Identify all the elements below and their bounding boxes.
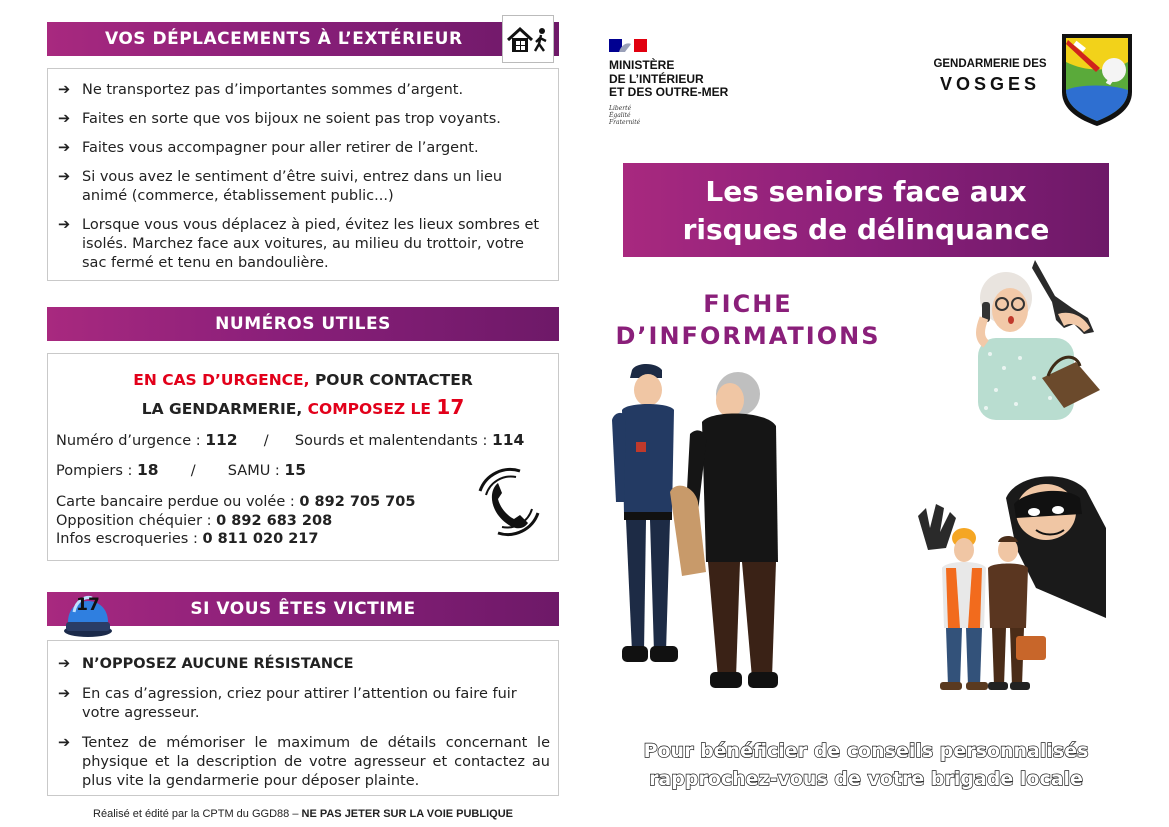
siren-17-icon xyxy=(62,582,114,638)
list-item: ➔ Faites en sorte que vos bijoux ne soient pas trop voyants. xyxy=(58,111,501,127)
senior-woman-phone-illustration xyxy=(960,258,1110,420)
fiche-title: FICHE D’INFORMATIONS xyxy=(615,290,881,350)
section-title: NUMÉROS UTILES xyxy=(215,314,391,334)
list-item: ➔ N’OPPOSEZ AUCUNE RÉSISTANCE xyxy=(58,656,354,672)
house-walk-icon xyxy=(502,15,554,63)
main-title-line1: Les seniors face aux xyxy=(705,175,1027,208)
ministere-logo: MINISTÈRE DE L’INTÉRIEUR ET DES OUTRE-MER Liberté Égalité Fraternité xyxy=(609,37,769,129)
list-item: ➔ Lorsque vous vous déplacez à pied, évitez les lieux sombres et isolés. Marchez face aux voitures, au milieu du trottoir, votre sac fermé et tenu en bandoulière. xyxy=(58,217,540,271)
list-item: ➔ Ne transportez pas d’importantes sommes d’argent. xyxy=(58,82,464,98)
main-title-banner xyxy=(623,163,1109,257)
urgence-heading: EN CAS D’URGENCE, POUR CONTACTER LA GENDARMERIE, COMPOSEZ LE 17 xyxy=(133,371,473,419)
numeros-box xyxy=(47,353,559,561)
gendarme-senior-illustration xyxy=(606,362,786,700)
burglar-workers-illustration xyxy=(916,468,1108,692)
marianne-flag-icon xyxy=(609,39,647,52)
section-header-numeros xyxy=(47,307,559,341)
pompiers-samu-line: Pompiers : 18 / SAMU : 15 xyxy=(56,461,306,479)
victime-box xyxy=(47,640,559,796)
list-item: ➔ Tentez de mémoriser le maximum de détails concernant le physique et la description de votre agresseur et contactez au plus vite la gendarmerie pour déposer plainte. xyxy=(58,735,550,789)
deplacements-box xyxy=(47,68,559,281)
gendarmerie-vosges-title: GENDARMERIE DES VOSGES xyxy=(933,58,1047,94)
escroqueries-line: Infos escroqueries : 0 811 020 217 xyxy=(56,531,319,547)
list-item: ➔ Si vous avez le sentiment d’être suivi, entrez dans un lieu animé (commerce, établissement public...) xyxy=(58,169,503,204)
section-title: VOS DÉPLACEMENTS À L’EXTÉRIEUR xyxy=(105,29,463,49)
section-title: SI VOUS ÊTES VICTIME xyxy=(190,599,416,619)
section-header-victime xyxy=(47,592,559,626)
list-item: ➔ En cas d’agression, criez pour attirer l’attention ou faire fuir votre agresseur. xyxy=(58,686,517,721)
main-title-line2: risques de délinquance xyxy=(682,213,1050,246)
brigade-call-to-action: Pour bénéficier de conseils personnalisés rapprochez-vous de votre brigade locale xyxy=(643,740,1089,790)
siren-number: 17 xyxy=(76,595,100,615)
numero-urgence-line: Numéro d’urgence : 112 / Sourds et malentendants : 114 xyxy=(56,431,525,449)
cheque-line: Opposition chéquier : 0 892 683 208 xyxy=(56,513,333,529)
carte-bancaire-line: Carte bancaire perdue ou volée : 0 892 705 705 xyxy=(56,494,416,510)
phone-icon xyxy=(468,461,550,543)
section-header-deplacements xyxy=(47,22,559,56)
footer-credit: Réalisé et édité par la CPTM du GGD88 – NE PAS JETER SUR LA VOIE PUBLIQUE xyxy=(93,808,513,820)
vosges-crest-icon xyxy=(1060,32,1134,128)
list-item: ➔ Faites vous accompagner pour aller retirer de l’argent. xyxy=(58,140,479,156)
